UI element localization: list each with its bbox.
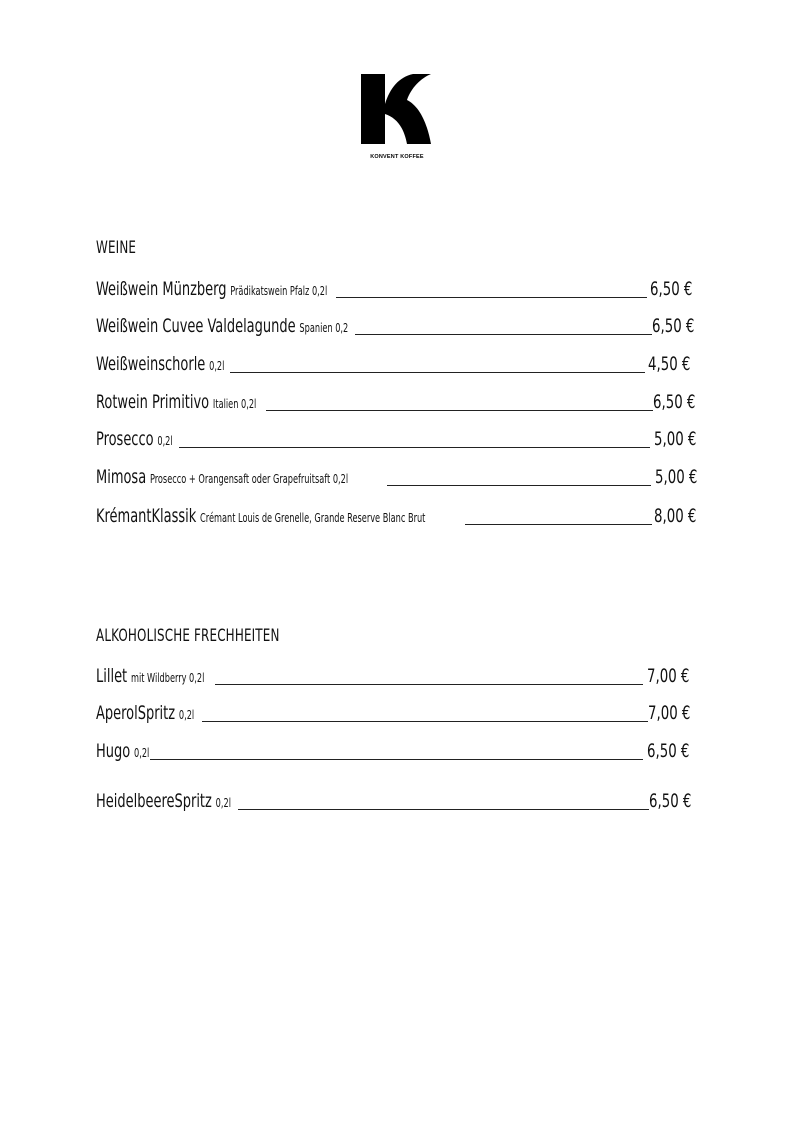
leader-line: [336, 297, 647, 298]
menu-item: [96, 278, 700, 300]
item-desc: 0,2l: [215, 796, 231, 810]
menu-item: [96, 315, 700, 337]
menu-item: [96, 740, 700, 762]
item-name: Lillet: [96, 665, 128, 687]
konvent-koffee-logo: [361, 74, 433, 166]
leader-line: [215, 684, 643, 685]
item-name: Prosecco: [96, 428, 154, 450]
item-name: Weißwein Cuvee Valdelagunde: [96, 315, 296, 337]
item-desc: 0,2l: [157, 434, 173, 448]
item-price: 6,50 €: [650, 278, 693, 300]
item-name: Rotwein Primitivo: [96, 391, 210, 413]
leader-line: [230, 372, 645, 373]
menu-item: [96, 665, 700, 687]
item-price: 6,50 €: [653, 391, 696, 413]
menu-item: [96, 702, 700, 724]
item-desc: Spanien 0,2: [299, 321, 349, 335]
item-desc: 0,2l: [209, 359, 225, 373]
item-name: HeidelbeereSpritz: [96, 790, 212, 812]
item-desc: mit Wildberry 0,2l: [130, 671, 205, 685]
leader-line: [202, 721, 648, 722]
item-price: 5,00 €: [655, 466, 698, 488]
logo-wordmark: KONVENT KOFFEE: [370, 154, 424, 160]
leader-line: [150, 759, 643, 760]
section-title-alkoholische-frechheiten: ALKOHOLISCHE FRECHHEITEN: [96, 626, 280, 646]
item-desc: 0,2l: [178, 708, 195, 722]
menu-item: [96, 428, 700, 450]
item-desc: Italien 0,2l: [212, 397, 257, 411]
item-price: 6,50 €: [652, 315, 695, 337]
item-name: AperolSpritz: [96, 702, 176, 724]
item-desc: Crémant Louis de Grenelle, Grande Reserve Blanc Brut: [200, 511, 426, 525]
leader-line: [387, 485, 651, 486]
item-price: 6,50 €: [647, 740, 690, 762]
leader-line: [465, 524, 652, 525]
menu-item: [96, 466, 700, 488]
item-price: 6,50 €: [649, 790, 692, 812]
item-price: 4,50 €: [648, 353, 691, 375]
item-name: Hugo: [96, 740, 131, 762]
item-name: KrémantKlassik: [96, 505, 197, 527]
item-name: Mimosa: [96, 466, 147, 488]
item-desc: Prädikatswein Pfalz 0,2l: [230, 284, 328, 298]
item-desc: Prosecco + Orangensaft oder Grapefruitsaft 0,2l: [149, 472, 349, 486]
menu-item: [96, 790, 700, 812]
item-price: 8,00 €: [654, 505, 697, 527]
leader-line: [355, 334, 652, 335]
menu-item: [96, 505, 700, 527]
k-logo-icon: [361, 74, 433, 150]
section-title-weine: WEINE: [96, 238, 137, 258]
item-price: 7,00 €: [648, 702, 691, 724]
item-price: 7,00 €: [647, 665, 690, 687]
item-name: Weißwein Münzberg: [96, 278, 227, 300]
item-price: 5,00 €: [654, 428, 697, 450]
item-desc: 0,2l: [134, 746, 150, 760]
menu-item: [96, 353, 700, 375]
leader-line: [179, 447, 650, 448]
item-name: Weißweinschorle: [96, 353, 206, 375]
leader-line: [266, 410, 653, 411]
menu-item: [96, 391, 700, 413]
leader-line: [238, 809, 649, 810]
